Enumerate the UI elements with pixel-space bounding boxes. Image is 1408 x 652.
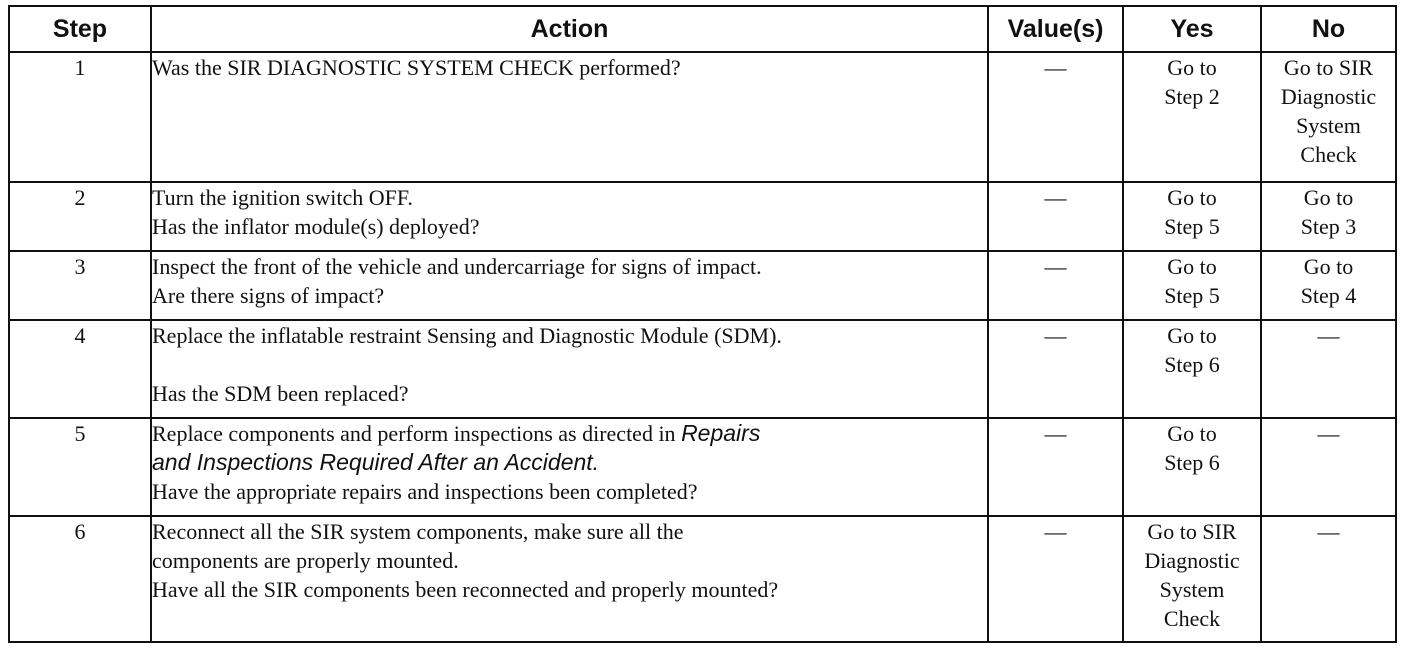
value-cell: — <box>988 516 1123 642</box>
header-row <box>9 6 1396 52</box>
yes-cell <box>1123 320 1261 418</box>
header-step: Step <box>9 6 151 52</box>
no-cell: — <box>1261 516 1396 642</box>
yes-text: Step 5 <box>1164 283 1220 308</box>
step-number: 6 <box>9 516 151 642</box>
action-text: Have the appropriate repairs and inspections been completed? <box>152 479 698 504</box>
no-text: Step 4 <box>1300 283 1357 308</box>
header-no: No <box>1261 6 1396 52</box>
yes-cell <box>1123 516 1261 642</box>
table-row <box>9 516 1396 642</box>
no-cell: — <box>1261 320 1396 418</box>
step-number: 4 <box>9 320 151 418</box>
action-text: Are there signs of impact? <box>152 283 385 308</box>
action-text: Replace the inflatable restraint Sensing and Diagnostic Module (SDM). <box>152 323 782 348</box>
no-text: Go to <box>1303 185 1354 210</box>
action-cell <box>151 251 988 320</box>
table-row <box>9 251 1396 320</box>
action-cell <box>151 320 988 418</box>
value-cell: — <box>988 182 1123 251</box>
yes-text: Step 6 <box>1164 352 1220 377</box>
header-values: Value(s) <box>988 6 1123 52</box>
table-row <box>9 418 1396 516</box>
action-cell <box>151 418 988 516</box>
yes-text: Diagnostic <box>1144 548 1240 573</box>
header-action: Action <box>151 6 988 52</box>
yes-cell <box>1123 418 1261 516</box>
action-text: components are properly mounted. <box>152 548 459 573</box>
no-cell: — <box>1261 418 1396 516</box>
blank-line <box>152 350 987 379</box>
action-text: Was the SIR DIAGNOSTIC SYSTEM CHECK performed? <box>152 55 681 80</box>
no-cell <box>1261 52 1396 182</box>
value-cell: — <box>988 52 1123 182</box>
no-text: Go to <box>1303 254 1354 279</box>
action-text <box>152 419 987 448</box>
diagnostic-table <box>8 5 1397 643</box>
yes-cell <box>1123 251 1261 320</box>
no-text: Step 3 <box>1300 214 1357 239</box>
action-text: Reconnect all the SIR system components, make sure all the <box>152 519 684 544</box>
step-number: 1 <box>9 52 151 182</box>
no-cell <box>1261 251 1396 320</box>
yes-cell <box>1123 52 1261 182</box>
table-row <box>9 320 1396 418</box>
yes-text: Go to <box>1167 421 1217 446</box>
manual-reference: and Inspections Required After an Accident. <box>152 449 600 475</box>
yes-text: Step 6 <box>1164 450 1220 475</box>
no-text: Go to SIR <box>1283 55 1374 80</box>
manual-reference: Repairs <box>681 420 761 446</box>
yes-text: Check <box>1163 606 1221 631</box>
action-text: Inspect the front of the vehicle and undercarriage for signs of impact. <box>152 254 762 279</box>
no-text: Diagnostic <box>1280 84 1377 109</box>
yes-text: Go to <box>1167 254 1217 279</box>
yes-text: Go to SIR <box>1147 519 1237 544</box>
action-cell <box>151 516 988 642</box>
action-text-part: Replace components and perform inspections as directed in <box>152 421 682 446</box>
yes-cell <box>1123 182 1261 251</box>
no-cell <box>1261 182 1396 251</box>
action-cell <box>151 182 988 251</box>
step-number: 2 <box>9 182 151 251</box>
action-text: Have all the SIR components been reconnected and properly mounted? <box>152 577 779 602</box>
step-number: 3 <box>9 251 151 320</box>
action-cell <box>151 52 988 182</box>
header-yes: Yes <box>1123 6 1261 52</box>
value-cell: — <box>988 418 1123 516</box>
yes-text: Go to <box>1167 323 1217 348</box>
table-row <box>9 52 1396 182</box>
step-number: 5 <box>9 418 151 516</box>
action-text: Has the SDM been replaced? <box>152 381 409 406</box>
action-text: Turn the ignition switch OFF. <box>152 185 413 210</box>
value-cell: — <box>988 251 1123 320</box>
no-text: System <box>1296 113 1361 138</box>
value-cell: — <box>988 320 1123 418</box>
yes-text: Step 2 <box>1164 84 1220 109</box>
yes-text: Go to <box>1167 55 1217 80</box>
action-text: Has the inflator module(s) deployed? <box>152 214 480 239</box>
table-row <box>9 182 1396 251</box>
yes-text: Go to <box>1167 185 1217 210</box>
yes-text: System <box>1159 577 1225 602</box>
no-text: Check <box>1300 142 1357 167</box>
yes-text: Step 5 <box>1164 214 1220 239</box>
